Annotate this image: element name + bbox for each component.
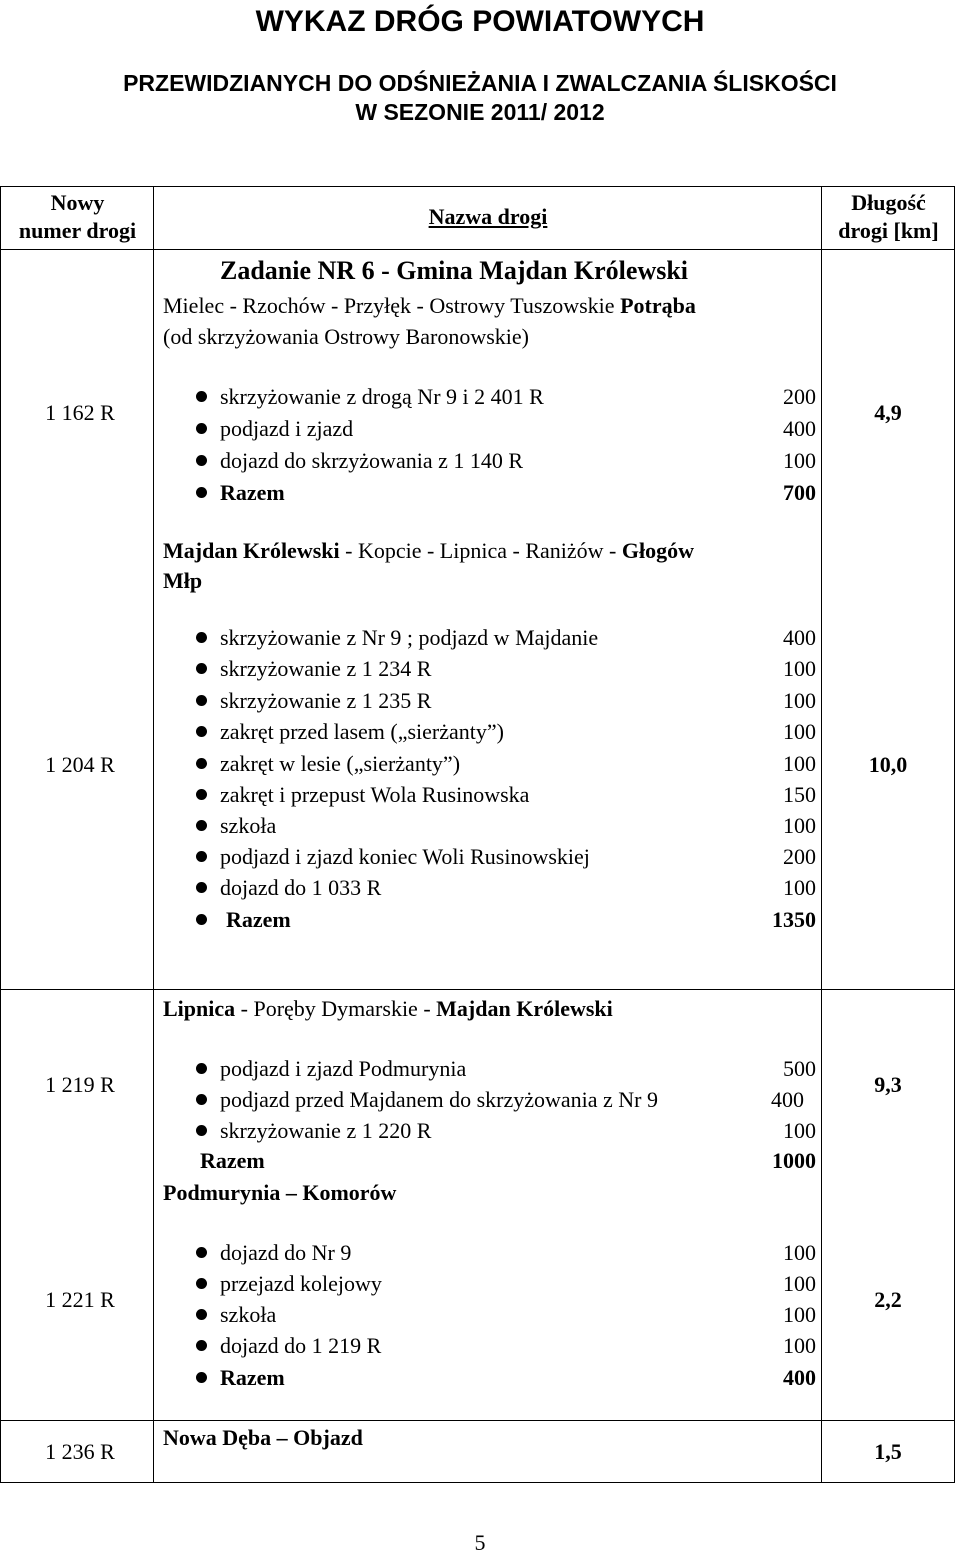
item-value: 100 [783,875,816,900]
item-label: Razem [220,1365,285,1390]
row-divider [0,1420,955,1421]
road-number: 1 204 R [45,752,115,777]
road-name-part: Głogów [621,538,694,563]
bullet-icon [196,1063,207,1074]
list-item [196,781,816,809]
task-title: Zadanie NR 6 - Gmina Majdan Królewski [220,256,689,285]
list-item [196,1239,816,1267]
header-road-number [2,189,153,245]
road-name-line2: Młp [163,568,203,593]
item-value: 400 [783,1365,816,1390]
bullet-icon [196,882,207,893]
list-item-total [196,906,816,934]
table-border-bottom [0,1482,955,1483]
item-label: zakręt przed lasem („sierżanty”) [220,719,504,744]
page-number: 5 [474,1530,486,1555]
item-value: 700 [783,480,816,505]
item-value: 100 [783,688,816,713]
bullet-icon [196,455,207,466]
item-value: 400 [783,416,816,441]
table-border-top [0,186,955,187]
header-road-name: Nazwa drogi [428,204,548,229]
bullet-icon [196,663,207,674]
road-length: 10,0 [868,752,908,777]
road-name [163,293,696,319]
item-label: szkoła [220,1302,277,1327]
road-length: 2,2 [874,1287,902,1312]
bullet-icon [196,1094,207,1105]
item-label: podjazd przed Majdanem do skrzyżowania z Nr 9 [220,1087,659,1112]
document-subtitle-line2: W SEZONIE 2011/ 2012 [355,99,605,125]
bullet-icon [196,391,207,402]
bullet-icon [196,1125,207,1136]
item-value: 200 [783,384,816,409]
list-item [196,1270,816,1298]
list-item [196,718,816,746]
table-border-left [0,186,1,1482]
road-length: 4,9 [874,400,902,425]
road-length: 1,5 [874,1439,902,1464]
item-value: 1350 [772,907,816,932]
item-label: skrzyżowanie z 1 220 R [220,1118,432,1143]
road-name: Nowa Dęba – Objazd [163,1425,363,1450]
item-value: 500 [783,1056,816,1081]
item-value: 100 [783,448,816,473]
road-name-part: Lipnica [163,996,236,1021]
item-value: 100 [783,656,816,681]
item-value: 200 [783,844,816,869]
bullet-icon [196,726,207,737]
item-value: 100 [783,751,816,776]
header-road-number-line1: Nowy [50,190,105,215]
item-label: dojazd do Nr 9 [220,1240,352,1265]
list-item [196,1055,816,1083]
road-number: 1 221 R [45,1287,115,1312]
list-item [196,447,816,475]
list-item [196,1332,816,1360]
list-item [196,750,816,778]
list-item [196,383,816,411]
bullet-icon [196,695,207,706]
item-label: dojazd do 1 033 R [220,875,382,900]
header-road-number-line2: numer drogi [18,218,137,243]
list-item [196,843,816,871]
header-road-length-line2: drogi [km] [838,218,939,243]
road-name-part: - Poręby Dymarskie - [235,996,437,1021]
column-divider [821,186,822,1482]
bullet-icon [196,1309,207,1320]
item-label: dojazd do skrzyżowania z 1 140 R [220,448,524,473]
road-name-part: Potrąba [620,293,696,318]
item-label: podjazd i zjazd koniec Woli Rusinowskiej [220,844,590,869]
bullet-icon [196,1372,207,1383]
road-name-part: Majdan Królewski [163,538,340,563]
bullet-icon [196,1278,207,1289]
column-divider [153,186,154,1482]
list-item [196,812,816,840]
item-label: dojazd do 1 219 R [220,1333,382,1358]
road-number: 1 219 R [45,1072,115,1097]
item-label: podjazd i zjazd [220,416,354,441]
bullet-icon [196,423,207,434]
bullet-icon [196,1247,207,1258]
list-item [196,415,816,443]
road-number: 1 236 R [45,1439,115,1464]
bullet-icon [196,914,207,925]
road-name-part: - Kopcie - Lipnica - Raniżów - [339,538,622,563]
item-label: przejazd kolejowy [220,1271,382,1296]
item-label: skrzyżowanie z Nr 9 ; podjazd w Majdanie [220,625,599,650]
bullet-icon [196,851,207,862]
list-item [196,1086,816,1114]
bullet-icon [196,820,207,831]
list-item [196,874,816,902]
road-number: 1 162 R [45,400,115,425]
list-item [196,1117,816,1145]
item-value: 100 [783,1271,816,1296]
bullet-icon [196,1340,207,1351]
road-name-part: Majdan Królewski [436,996,613,1021]
bullet-icon [196,758,207,769]
item-value: 400 [771,1087,804,1112]
item-label: skrzyżowanie z 1 234 R [220,656,432,681]
item-value: 100 [783,719,816,744]
row-divider [0,989,955,990]
item-label: Razem [226,907,291,932]
list-item-total [196,479,816,507]
item-value: 100 [783,1333,816,1358]
header-road-length-line1: Długość [851,190,926,215]
item-value: 150 [783,782,816,807]
bullet-icon [196,789,207,800]
item-label: skrzyżowanie z drogą Nr 9 i 2 401 R [220,384,544,409]
item-label: skrzyżowanie z 1 235 R [220,688,432,713]
item-label: Razem [220,480,285,505]
header-road-length [823,189,954,245]
total-value: 1000 [772,1148,816,1173]
list-item [196,1301,816,1329]
item-value: 100 [783,1240,816,1265]
header-divider [0,249,955,250]
item-value: 100 [783,1118,816,1143]
document-subtitle-line1: PRZEWIDZIANYCH DO ODŚNIEŻANIA I ZWALCZANIA ŚLISKOŚCI [123,70,837,96]
list-item [196,687,816,715]
list-item [196,655,816,683]
list-item [196,624,816,652]
item-value: 100 [783,1302,816,1327]
item-label: podjazd i zjazd Podmurynia [220,1056,467,1081]
item-label: zakręt w lesie („sierżanty”) [220,751,461,776]
table-border-right [954,186,955,1482]
item-label: szkoła [220,813,277,838]
item-label: zakręt i przepust Wola Rusinowska [220,782,530,807]
road-name: Podmurynia – Komorów [163,1180,397,1205]
total-label: Razem [200,1148,265,1173]
document-title: WYKAZ DRÓG POWIATOWYCH [255,5,705,38]
road-name-line2: (od skrzyżowania Ostrowy Baronowskie) [163,324,529,349]
road-length: 9,3 [874,1072,902,1097]
item-value: 400 [783,625,816,650]
road-name [163,996,613,1022]
bullet-icon [196,632,207,643]
bullet-icon [196,487,207,498]
item-value: 100 [783,813,816,838]
road-name [163,538,694,564]
road-name-part: Mielec - Rzochów - Przyłęk - Ostrowy Tuszowskie [163,293,621,318]
list-item-total [196,1364,816,1392]
